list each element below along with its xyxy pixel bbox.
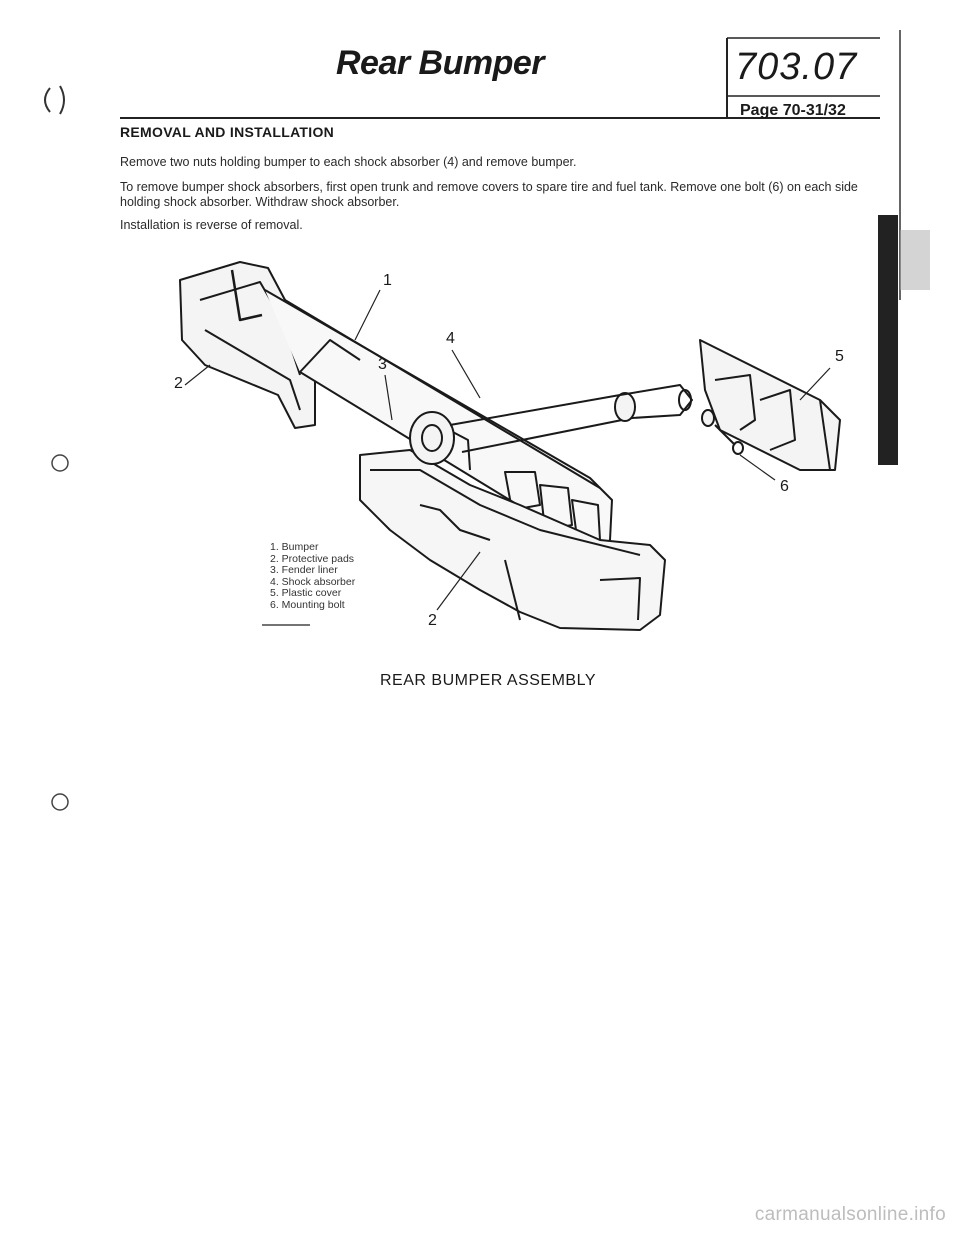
callout-6: 6	[780, 478, 789, 495]
page-reference: Page 70-31/32	[740, 102, 846, 119]
callout-1: 1	[383, 272, 392, 289]
callout-2-upper: 2	[174, 375, 183, 392]
footer-watermark: carmanualsonline.info	[754, 1204, 946, 1225]
legend-item: 5. Plastic cover	[270, 587, 342, 599]
paragraph-remove-shock-absorbers: To remove bumper shock absorbers, first open trunk and remove covers to spare tire and fuel tank. Remove one bolt (6) on each side holding shock absorber. Withdraw shock absorber.	[120, 180, 858, 209]
parts-legend	[270, 542, 355, 611]
section-heading: REMOVAL AND INSTALLATION	[120, 124, 335, 140]
callout-4: 4	[446, 330, 455, 347]
callout-5: 5	[835, 348, 844, 365]
legend-item: 4. Shock absorber	[270, 575, 356, 588]
legend-item: 2. Protective pads	[270, 552, 355, 565]
paragraph-remove-bumper: Remove two nuts holding bumper to each shock absorber (4) and remove bumper.	[120, 155, 577, 169]
section-number: 703.07	[735, 46, 858, 88]
legend-item: 1. Bumper	[270, 541, 319, 553]
callout-2-lower: 2	[428, 612, 437, 629]
callout-3: 3	[378, 356, 387, 373]
legend-item: 6. Mounting bolt	[270, 598, 345, 611]
page-title: Rear Bumper	[335, 44, 544, 82]
paragraph-installation: Installation is reverse of removal.	[120, 218, 303, 232]
legend-item: 3. Fender liner	[270, 564, 338, 576]
figure-caption: REAR BUMPER ASSEMBLY	[380, 672, 596, 689]
